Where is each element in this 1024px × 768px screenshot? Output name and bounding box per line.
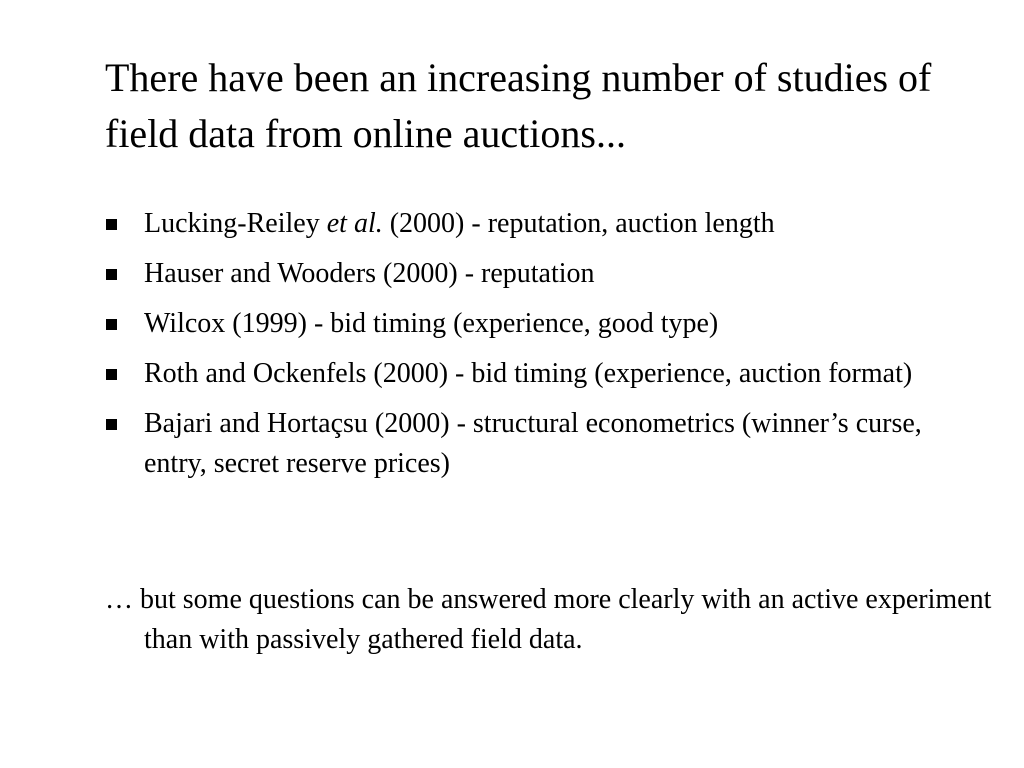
list-item: [105, 254, 945, 294]
list-item-text: [144, 208, 775, 239]
list-item-italic-text: et al.: [326, 208, 383, 239]
list-item-text: Hauser and Wooders (2000) - reputation: [144, 258, 595, 289]
study-list: [105, 204, 945, 494]
list-item-text: Wilcox (1999) - bid timing (experience, good type): [144, 308, 719, 339]
square-bullet-icon: [106, 369, 117, 380]
list-item: [105, 404, 945, 484]
list-item-text-part: (2000) - reputation, auction length: [382, 208, 775, 239]
list-item: [105, 304, 945, 344]
slide-title: There have been an increasing number of studies of field data from online auctions...: [105, 55, 932, 156]
square-bullet-icon: [106, 269, 117, 280]
list-item-text: Bajari and Hortaçsu (2000) - structural econometrics (winner’s curse, entry, secret reserve prices): [144, 408, 922, 479]
list-item: [105, 354, 945, 394]
list-item: [105, 204, 945, 244]
closing-statement: … but some questions can be answered more clearly with an active experiment than with passively gathered field data.: [105, 584, 992, 655]
list-item-text-part: Lucking-Reiley: [144, 208, 327, 239]
square-bullet-icon: [106, 319, 117, 330]
square-bullet-icon: [106, 419, 117, 430]
list-item-text: Roth and Ockenfels (2000) - bid timing (experience, auction format): [144, 358, 913, 389]
square-bullet-icon: [106, 219, 117, 230]
